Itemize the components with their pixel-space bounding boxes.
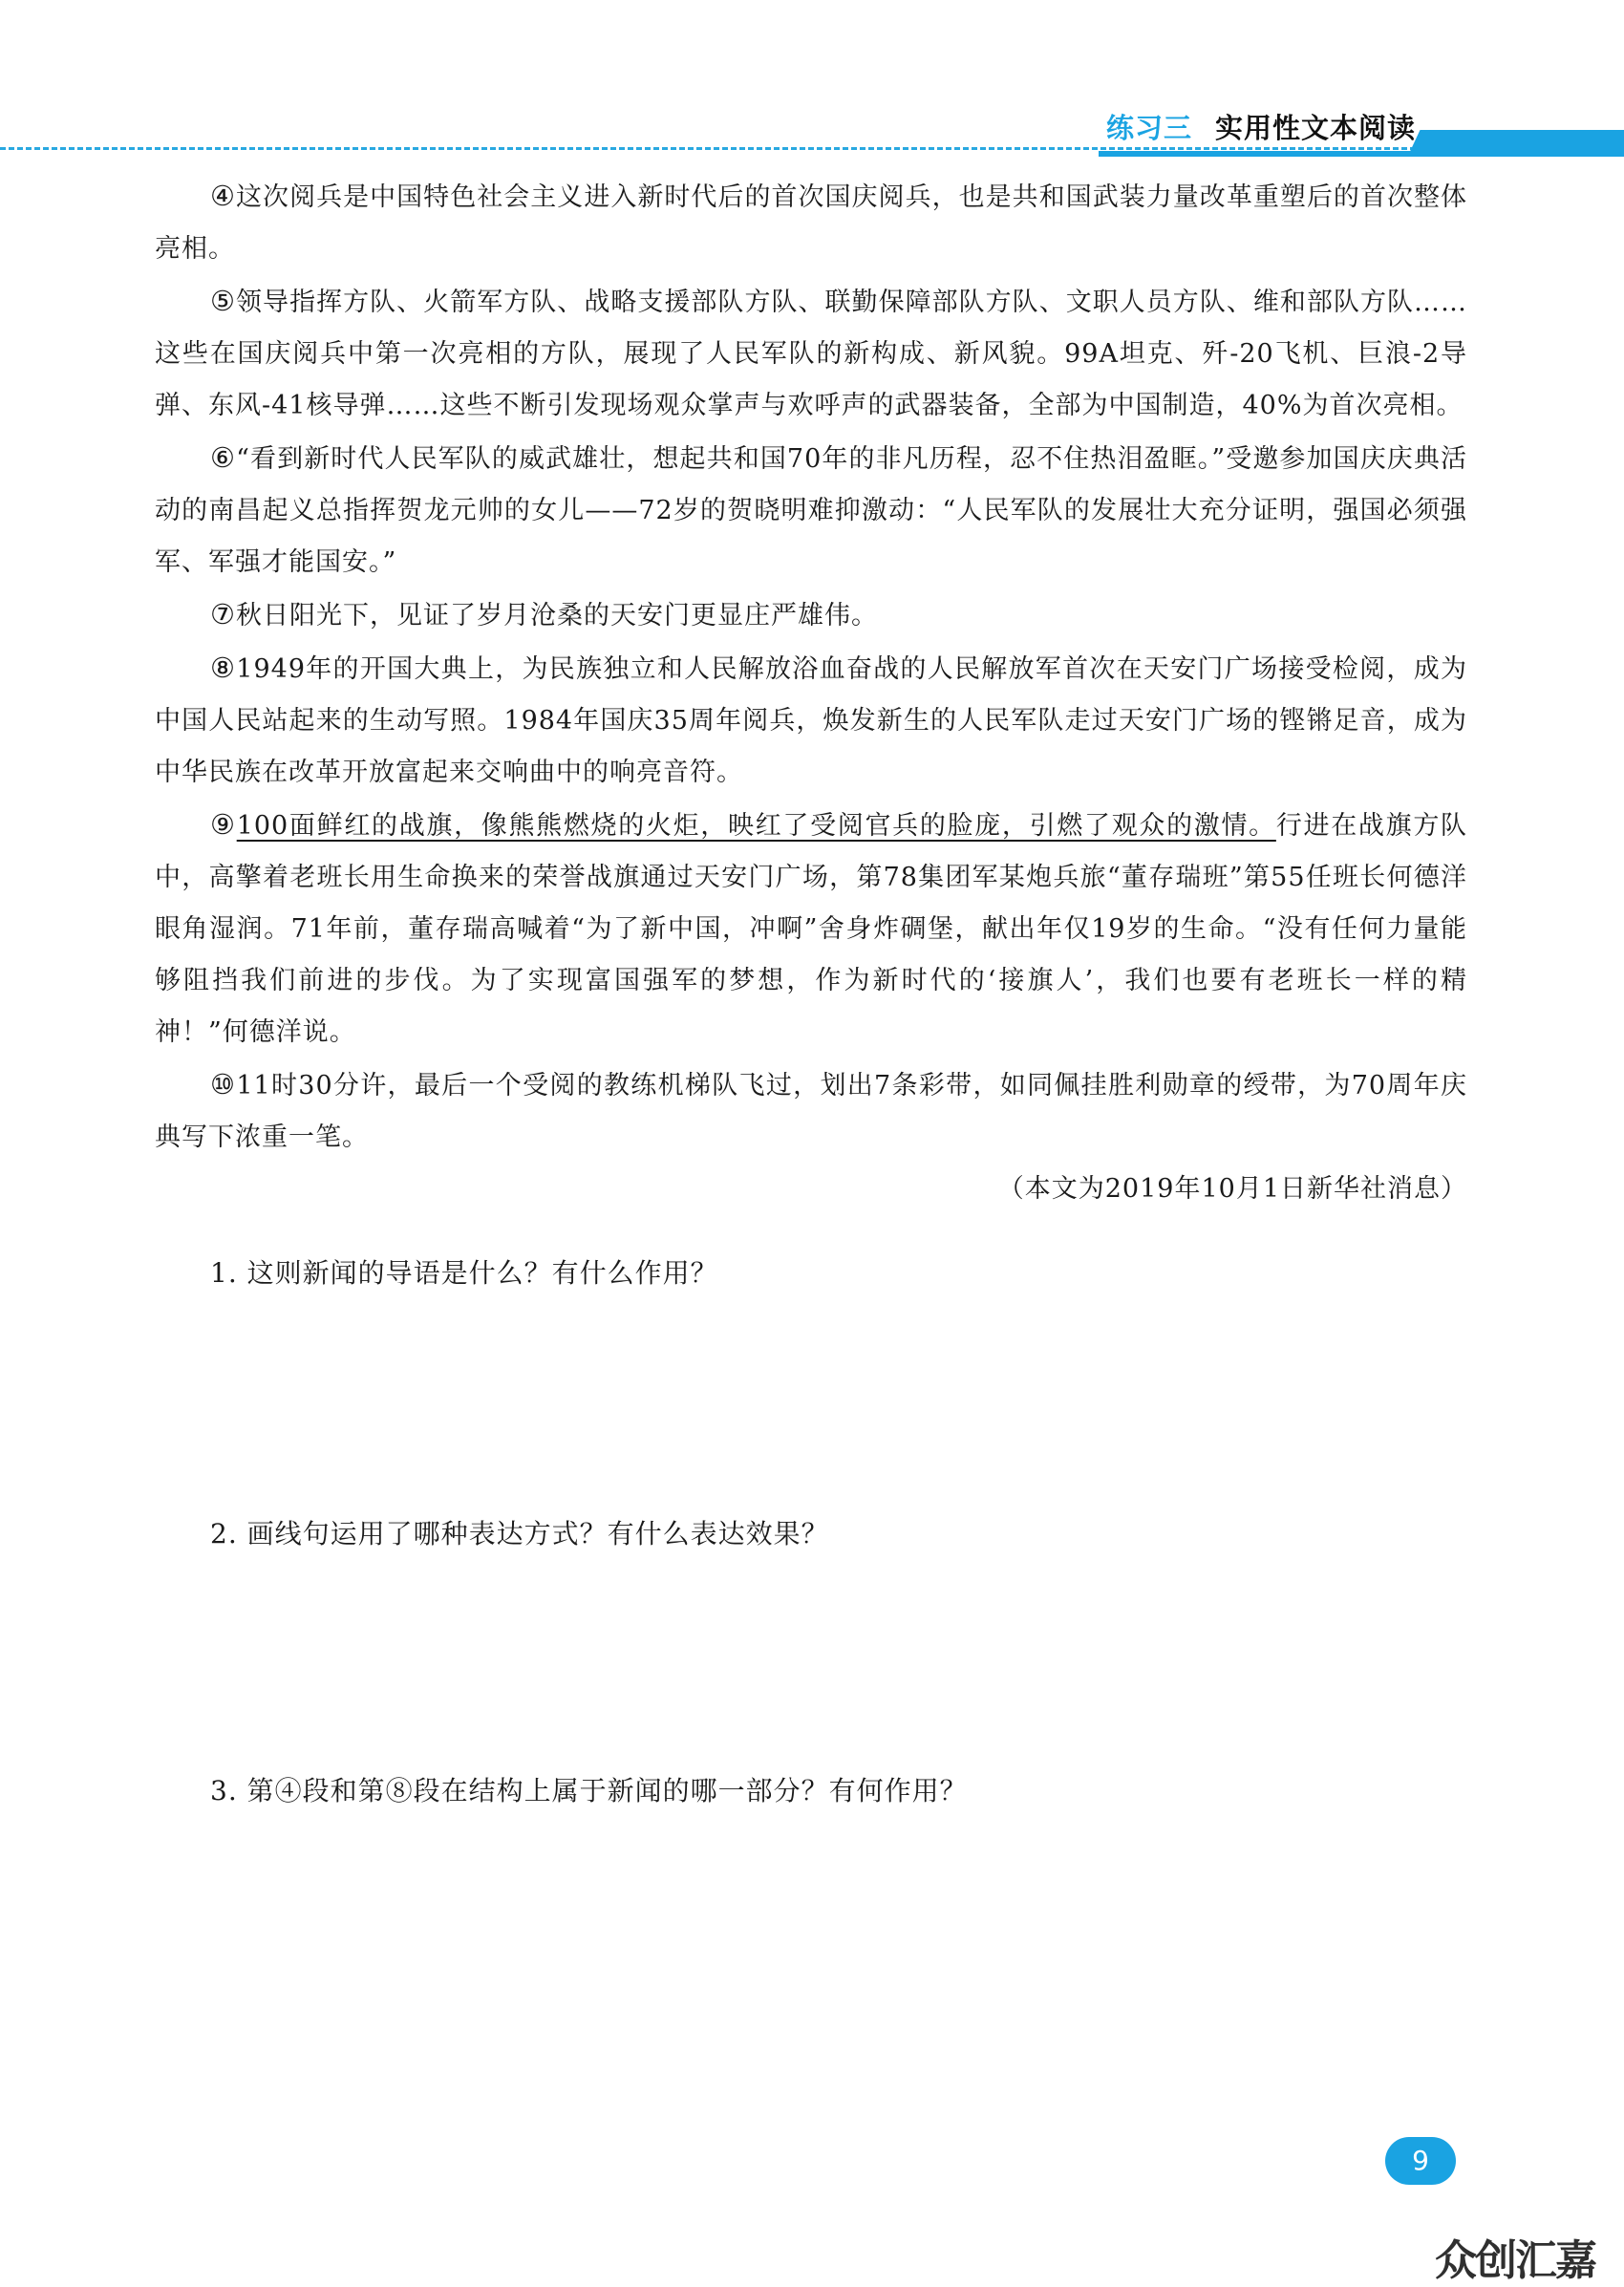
header-series-label: 练习三 xyxy=(1106,112,1193,144)
question-2: 2. 画线句运用了哪种表达方式？有什么表达效果？ xyxy=(210,1518,829,1550)
paragraph-text: 秋日阳光下，见证了岁月沧桑的天安门更显庄严雄伟。 xyxy=(236,601,878,631)
header-section-title: 实用性文本阅读 xyxy=(1215,112,1417,144)
paragraph-10 xyxy=(155,1058,1467,1164)
paragraph-number: ⑤ xyxy=(210,285,237,317)
watermark-logo: 众创汇嘉 xyxy=(1435,2236,1595,2285)
paragraph-4 xyxy=(155,170,1467,275)
paragraph-5 xyxy=(155,275,1467,432)
paragraph-7 xyxy=(155,588,1467,642)
question-3: 3. 第④段和第⑧段在结构上属于新闻的哪一部分？有何作用？ xyxy=(210,1775,968,1806)
article-source: （本文为2019年10月1日新华社消息） xyxy=(997,1174,1467,1204)
paragraph-number: ⑩ xyxy=(210,1068,237,1101)
paragraph-number: ⑧ xyxy=(210,652,237,684)
paragraph-text: 行进在战旗方队中，高擎着老班长用生命换来的荣誉战旗通过天安门广场，第78集团军某炮兵旅“董存瑞班”第55任班长何德洋眼角湿润。71年前，董存瑞高喊着“为了新中国，冲啊”舍身炸碉堡，献出年仅19岁的生命。“没有任何力量能够阻挡我们前进的步伐。为了实现富国强军的梦想，作为新时代的‘接旗人’，我们也要有老班长一样的精神！”何德洋说。 xyxy=(155,811,1468,1047)
question-1: 1. 这则新闻的导语是什么？有什么作用？ xyxy=(210,1257,718,1289)
paragraph-number: ⑦ xyxy=(210,598,236,631)
header-accent-bar xyxy=(1407,130,1624,157)
underlined-sentence: 100面鲜红的战旗，像熊熊燃烧的火炬，映红了受阅官兵的脸庞，引燃了观众的激情。 xyxy=(236,811,1276,841)
paragraph-text: “看到新时代人民军队的威武雄壮，想起共和国70年的非凡历程，忍不住热泪盈眶。”受邀参加国庆庆典活动的南昌起义总指挥贺龙元帅的女儿——72岁的贺晓明难抑激动：“人民军队的发展壮大充分证明，强国必须强军、军强才能国安。” xyxy=(155,444,1468,577)
page-header xyxy=(0,107,1624,164)
paragraph-8 xyxy=(155,642,1467,799)
paragraph-text: 领导指挥方队、火箭军方队、战略支援部队方队、联勤保障部队方队、文职人员方队、维和部队方队……这些在国庆阅兵中第一次亮相的方队，展现了人民军队的新构成、新风貌。99A坦克、歼-20飞机、巨浪-2导弹、东风-41核导弹……这些不断引发现场观众掌声与欢呼声的武器装备，全部为中国制造，40%为首次亮相。 xyxy=(155,288,1468,420)
paragraph-number: ⑥ xyxy=(210,441,237,474)
page-number-badge: 9 xyxy=(1385,2137,1456,2185)
paragraph-text: 1949年的开国大典上，为民族独立和人民解放浴血奋战的人民解放军首次在天安门广场接受检阅，成为中国人民站起来的生动写照。1984年国庆35周年阅兵，焕发新生的人民军队走过天安门广场的铿锵足音，成为中华民族在改革开放富起来交响曲中的响亮音符。 xyxy=(155,654,1467,787)
paragraph-text: 这次阅兵是中国特色社会主义进入新时代后的首次国庆阅兵，也是共和国武装力量改革重塑后的首次整体亮相。 xyxy=(155,182,1468,264)
paragraph-6 xyxy=(155,432,1467,588)
header-dashed-rule xyxy=(0,147,1433,150)
article-body xyxy=(155,170,1467,1215)
paragraph-9 xyxy=(155,799,1467,1058)
paragraph-text: 11时30分许，最后一个受阅的教练机梯队飞过，划出7条彩带，如同佩挂胜利勋章的绶带，为70周年庆典写下浓重一笔。 xyxy=(155,1071,1468,1152)
paragraph-number: ④ xyxy=(210,180,237,212)
paragraph-number: ⑨ xyxy=(210,808,237,841)
